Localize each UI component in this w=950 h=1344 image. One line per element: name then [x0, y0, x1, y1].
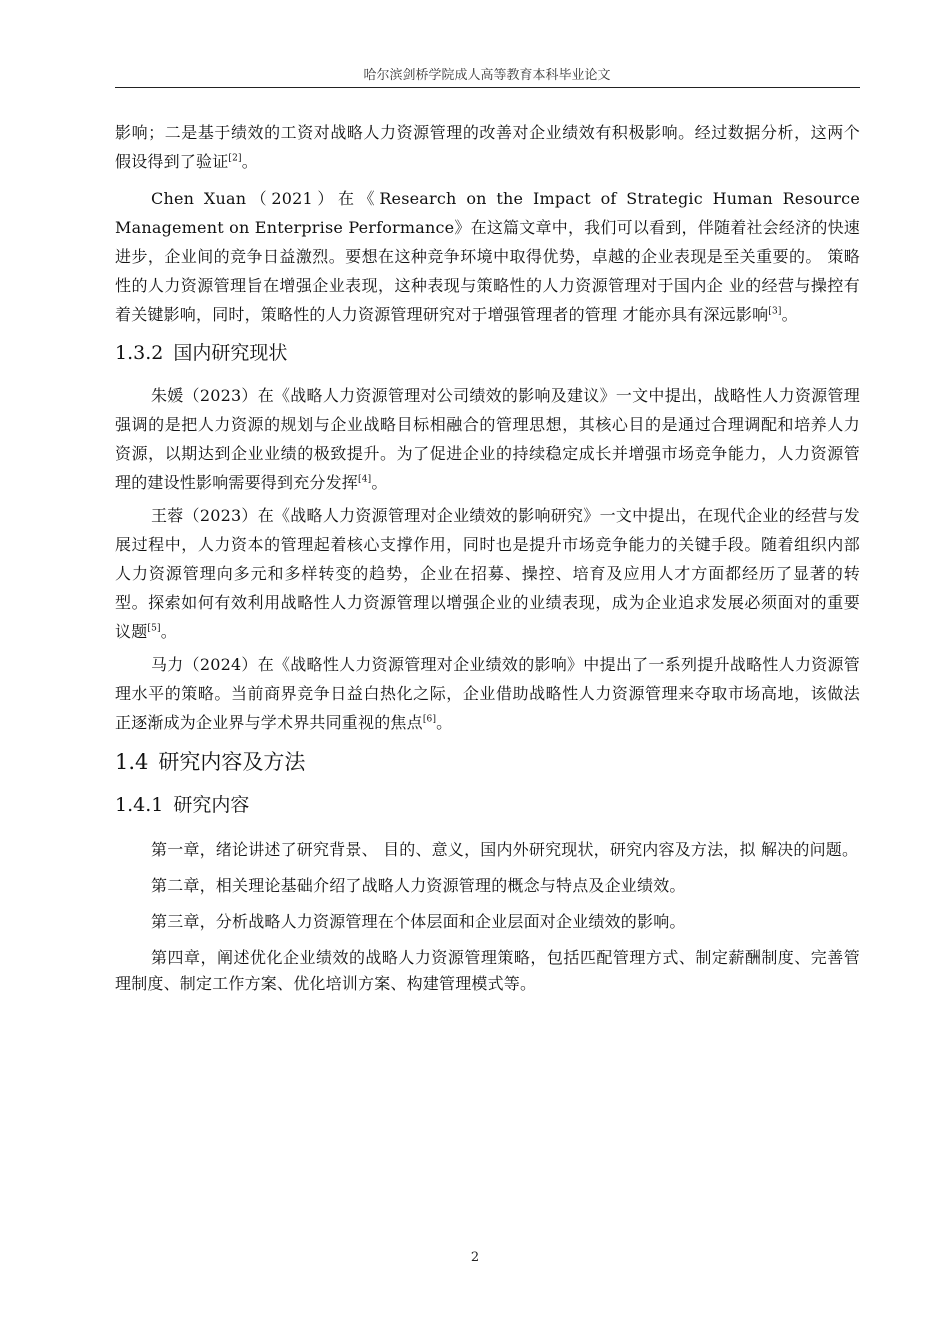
citation-ref: [2]: [228, 153, 242, 164]
paragraph-tail: 。: [371, 473, 388, 492]
section-title: 研究内容: [173, 794, 250, 816]
section-number: 1.4.1: [115, 794, 164, 816]
section-number: 1.4: [115, 750, 149, 774]
paragraph-text: 影响；二是基于绩效的工资对战略人力资源管理的改善对企业绩效有积极影响。经过数据分析，这两个假设得到了验证: [115, 123, 860, 171]
citation-ref: [3]: [768, 306, 782, 317]
chapter-item: 第一章，绪论讲述了研究背景、 目的、意义，国内外研究现状，研究内容及方法，拟 解决的问题。: [151, 840, 859, 859]
paragraph: [115, 184, 860, 329]
paragraph: [115, 501, 860, 646]
paragraph-text: 王蓉（2023）在《战略人力资源管理对企业绩效的影响研究》一文中提出，在现代企业的经营与发展过程中，人力资本的管理起着核心支撑作用，同时也是提升市场竞争能力的关键手段。随着组织内部人力资源管理向多元和多样转变的趋势，企业在招募、操控、培育及应用人才方面都经历了显著的转型。探索如何有效利用战略性人力资源管理以增强企业的业绩表现，成为企业追求发展必须面对的重要议题: [115, 506, 860, 641]
section-title: 国内研究现状: [173, 342, 288, 364]
paragraph-tail: 。: [781, 305, 798, 324]
citation-ref: [5]: [147, 623, 161, 634]
paragraph: [115, 118, 860, 176]
page-body: [115, 118, 860, 1007]
paragraph: [115, 381, 860, 497]
page-header: 哈尔滨剑桥学院成人高等教育本科毕业论文: [363, 68, 611, 83]
paragraph-tail: 。: [160, 622, 177, 641]
section-heading: [115, 341, 860, 365]
paragraph-tail: 。: [241, 152, 258, 171]
section-heading: [115, 793, 860, 817]
section-heading: [115, 749, 860, 775]
section-number: 1.3.2: [115, 342, 164, 364]
header-rule: [115, 87, 860, 88]
page-number: 2: [470, 1250, 480, 1265]
paragraph: [115, 650, 860, 737]
section-title: 研究内容及方法: [158, 750, 306, 774]
paragraph-text: Chen Xuan（2021）在《Research on the Impact of Strategic Human Resource Management on Enterprise Performance》在这篇文章中，我们可以看到，伴随着社会经济的快速进步，企业间的竞争日益激烈。要想在这种竞争环境中取得优势，卓越的企业表现是至关重要的。 策略性的人力资源管理旨在增强企业表现，这种表现与策略性的人力资源管理对于国内企 业的经营与操控有着关键影响，同时，策略性的人力资源管理研究对于增强管理者的管理 才能亦具有深远影响: [115, 189, 860, 324]
chapter-item: 第三章，分析战略人力资源管理在个体层面和企业层面对企业绩效的影响。: [151, 912, 686, 931]
chapter-item: 第四章，阐述优化企业绩效的战略人力资源管理策略，包括匹配管理方式、制定薪酬制度、完善管理制度、制定工作方案、优化培训方案、构建管理模式等。: [115, 948, 860, 993]
chapter-item: 第二章，相关理论基础介绍了战略人力资源管理的概念与特点及企业绩效。: [151, 876, 686, 895]
paragraph-text: 朱媛（2023）在《战略人力资源管理对公司绩效的影响及建议》一文中提出，战略性人力资源管理强调的是把人力资源的规划与企业战略目标相融合的管理思想，其核心目的是通过合理调配和培养人力资源，以期达到企业业绩的极致提升。为了促进企业的持续稳定成长并增强市场竞争能力，人力资源管理的建设性影响需要得到充分发挥: [115, 386, 860, 492]
paragraph-tail: 。: [436, 713, 453, 732]
citation-ref: [6]: [422, 714, 437, 725]
citation-ref: [4]: [358, 474, 372, 485]
paragraph-text: 马力（2024）在《战略性人力资源管理对企业绩效的影响》中提出了一系列提升战略性人力资源管理水平的策略。当前商界竞争日益白热化之际，企业借助战略性人力资源管理来夺取市场高地，该做法正逐渐成为企业界与学术界共同重视的焦点: [115, 655, 860, 732]
